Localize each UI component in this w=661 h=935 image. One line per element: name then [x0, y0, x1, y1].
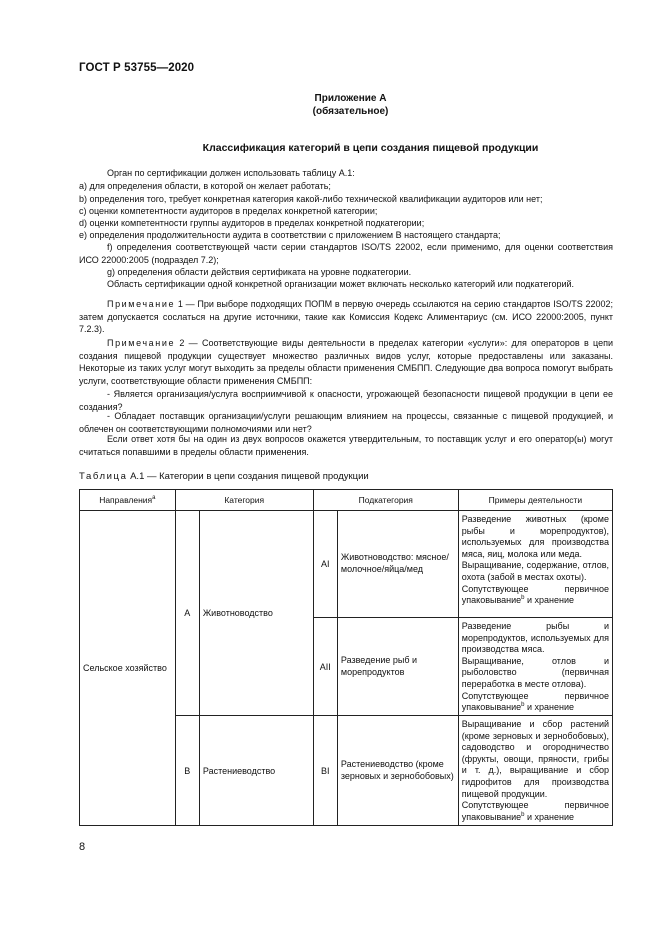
- example-aii-1: Разведение рыбы и морепродуктов, используемых для производства мяса.: [461, 621, 609, 655]
- list-item-d: d) оценки компетентности группы аудиторов в пределах конкретной подкатегории;: [79, 218, 425, 228]
- subcategory-ai-code: AI: [313, 511, 337, 618]
- table-row: [80, 511, 613, 618]
- header-examples: Примеры деятельности: [458, 490, 612, 511]
- section-heading: Классификация категорий в цепи создания пищевой продукции: [202, 142, 539, 154]
- note-2-question-2: - Обладает поставщик организации/услуги решающим влиянием на процессы, связанные с пищевой продукцией, и облечен он соответствующими полномочиями или нет?: [79, 411, 613, 434]
- scope-paragraph: Область сертификации одной конкретной организации может включать несколько категорий или подкатегорий.: [107, 279, 575, 289]
- annex-header: [0, 92, 661, 118]
- subcategory-bi-name: Растениеводство (кроме зерновых и зернобобовых): [337, 716, 458, 826]
- list-item-a: a) для определения области, в которой он желает работать;: [79, 181, 331, 191]
- examples-bi: [458, 716, 612, 826]
- footnote-b-mark: b: [521, 811, 525, 818]
- note-2-text: 2 — Соответствующие виды деятельности в пределах категории «услуги»: для операторов в цепи создания пищевой продукции существует множество различных видов услуг, которые предоставлены или заказаны. Некоторые из таких услуг могут выходить за пределы области применения СМБПП. Следующие два вопроса помогут выбрать услуги, соответствующие области применения СМБПП:: [79, 338, 613, 386]
- subcategory-bi-code: BI: [313, 716, 337, 826]
- table-caption-text: А.1 — Категории в цепи создания пищевой продукции: [127, 471, 369, 482]
- example-aii-3: Сопутствующее первичное упаковывание$^b$ и хранение: [461, 690, 609, 713]
- category-b-code: В: [175, 716, 199, 826]
- list-item-g: g) определения области действия сертификата на уровне подкатегории.: [107, 267, 412, 277]
- page-number: 8: [79, 841, 86, 853]
- header-category: Категория: [175, 490, 313, 511]
- list-item-b: b) определения того, требует конкретная категория какой-либо технической квалификации аудиторов или нет;: [79, 194, 543, 204]
- footnote-a-mark: а: [152, 495, 156, 502]
- annex-title: Приложение А: [314, 93, 387, 104]
- table-caption-label: Таблица: [79, 471, 128, 482]
- example-bi-1: Выращивание и сбор растений (кроме зерновых и зернобобовых), садоводство и огородничество (фрукты, овощи, пряности, грибы и т. д.), выращивание и сбор гидрофитов для производства пищевой продукции.: [461, 719, 609, 799]
- note-1: [79, 298, 613, 336]
- header-direction: Направления$^а$: [80, 490, 176, 511]
- example-aii-2: Выращивание, отлов и рыболовство (первичная переработка в месте отлова).: [461, 655, 609, 689]
- note-2-conclusion: Если ответ хотя бы на один из двух вопросов окажется утвердительным, то поставщик услуг и его оператор(ы) могут считаться попавшими в пределы области применения.: [79, 434, 613, 457]
- subcategory-aii-name: Разведение рыб и морепродуктов: [337, 618, 458, 716]
- list-item-f: f) определения соответствующей части серии стандартов ISO/TS 22002, если применимо, для оценки соответствия ИСО 22000:2005 (подраздел 7.2);: [79, 242, 613, 265]
- list-item-c: c) оценки компетентности аудиторов в пределах конкретной категории;: [79, 206, 378, 216]
- note-2-question-1: - Является организация/услуга восприимчивой к опасности, угрожающей безопасности пищевой продукции в цепи ее создания?: [79, 389, 613, 412]
- intro-paragraph: Орган по сертификации должен использовать таблицу А.1:: [107, 168, 355, 178]
- footnote-b-mark: b: [521, 702, 525, 709]
- subcategory-aii-code: AII: [313, 618, 337, 716]
- annex-type: (обязательное): [312, 106, 389, 117]
- example-ai-2: Выращивание, содержание, отлов, охота (забой в местах охоты).: [461, 560, 609, 582]
- category-a-code: А: [175, 511, 199, 716]
- example-ai-1: Разведение животных (кроме рыбы и морепродуктов), используемых для производства мяса, яиц, молока или меда.: [461, 514, 609, 559]
- note-2: [79, 337, 613, 387]
- examples-aii: [458, 618, 612, 716]
- example-ai-3: Сопутствующее первичное упаковывание$^b$ и хранение: [461, 583, 609, 606]
- example-bi-2: Сопутствующее первичное упаковывание$^b$ и хранение: [461, 800, 609, 822]
- subcategory-ai-name: Животноводство: мясное/молочное/яйца/мед: [337, 511, 458, 618]
- categories-table: [79, 489, 613, 826]
- examples-ai: [458, 511, 612, 618]
- category-a-name: Животноводство: [199, 511, 313, 716]
- note-1-label: Примечание: [107, 299, 176, 309]
- header-subcategory: Подкатегория: [313, 490, 458, 511]
- note-2-label: Примечание: [107, 338, 176, 348]
- table-caption: [79, 471, 369, 482]
- direction-cell: Сельское хозяйство: [80, 511, 176, 826]
- category-b-name: Растениеводство: [199, 716, 313, 826]
- table-header-row: [80, 490, 613, 511]
- footnote-b-mark: b: [521, 595, 525, 602]
- standard-designation: ГОСТ Р 53755—2020: [79, 62, 195, 74]
- note-1-text: 1 — При выборе подходящих ПОПМ в первую очередь ссылаются на серию стандартов ISO/TS 22002; затем допускается сослаться на другие источники, такие как Комиссия Кодекс Алиментариус (см. ИСО 22000:2005, пункт 7.2.3).: [79, 299, 613, 335]
- list-item-e: e) определения продолжительности аудита в соответствии с приложением В настоящего стандарта;: [79, 230, 501, 240]
